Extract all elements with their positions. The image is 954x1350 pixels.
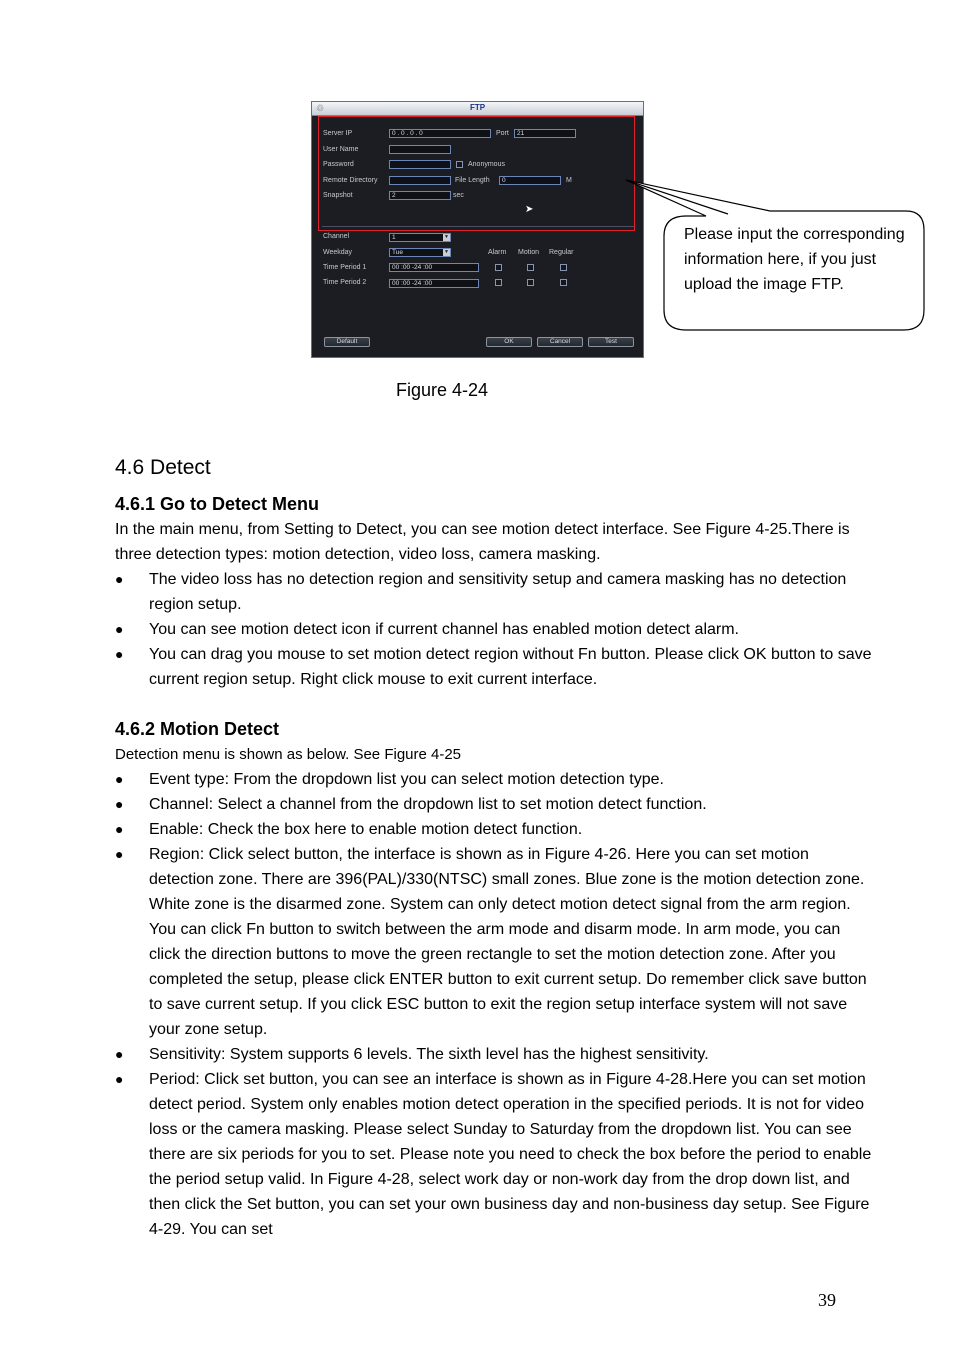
list-item: ● Channel: Select a channel from the dropdown list to set motion detect function. xyxy=(115,792,875,817)
section-heading: 4.6 Detect xyxy=(115,456,211,479)
server-ip-field[interactable]: 0 . 0 . 0 . 0 xyxy=(389,129,491,138)
bullet-icon: ● xyxy=(115,621,124,637)
chevron-down-icon: ▼ xyxy=(444,234,449,240)
list-item: ● Period: Click set button, you can see an interface is shown as in Figure 4-28.Here you can set motion detect period. System only enables motion detect operation in the specified periods. It is not for video loss or the camera masking. Please select Sunday to Saturday from the dropdown list. You can see there are six periods for you to set. Please note you need to check the box before the period to enable the period setup valid. In Figure 4-28, select work day or non-work day from the drop down list, and then click the Set button, you can set your own business day and non-business day setup. See Figure 4-29. You can set xyxy=(115,1067,875,1242)
list-item: ● Event type: From the dropdown list you can select motion detection type. xyxy=(115,767,875,792)
time-period-2-label: Time Period 2 xyxy=(323,279,367,286)
period-1-motion-checkbox[interactable] xyxy=(527,264,534,271)
file-length-unit: M xyxy=(566,177,572,184)
list-item: ● You can see motion detect icon if current channel has enabled motion detect alarm. xyxy=(115,617,875,642)
channel-dropdown[interactable] xyxy=(389,233,451,242)
bullet-icon: ● xyxy=(115,646,124,662)
file-length-field[interactable]: 0 xyxy=(499,176,561,185)
ok-button[interactable]: OK xyxy=(486,337,532,347)
user-name-label: User Name xyxy=(323,146,359,153)
password-label: Password xyxy=(323,161,354,168)
anonymous-label: Anonymous xyxy=(468,161,505,168)
ftp-window-title: FTP xyxy=(469,103,486,112)
motion-detect-intro: Detection menu is shown as below. See Figure 4-25 xyxy=(115,746,462,763)
list-item: ● Enable: Check the box here to enable motion detect function. xyxy=(115,817,875,842)
column-regular: Regular xyxy=(549,249,574,256)
subsection-heading-motion-detect: 4.6.2 Motion Detect xyxy=(115,719,280,739)
bullet-icon: ● xyxy=(115,1046,124,1062)
intro-paragraph: In the main menu, from Setting to Detect, you can see motion detect interface. See Figure 4-25.There is three detection types: motion detection, video loss, camera masking. xyxy=(115,521,850,563)
ftp-titlebar xyxy=(312,102,643,116)
port-field[interactable]: 21 xyxy=(514,129,576,138)
period-1-regular-checkbox[interactable] xyxy=(560,264,567,271)
default-button[interactable]: Default xyxy=(324,337,370,347)
weekday-label: Weekday xyxy=(323,249,353,256)
mouse-cursor-icon: ➤ xyxy=(525,204,534,215)
remote-directory-label: Remote Directory xyxy=(323,177,378,184)
snapshot-unit: sec xyxy=(453,192,464,199)
channel-label: Channel xyxy=(323,233,350,240)
app-logo-icon: ♲ xyxy=(316,103,325,113)
bullet-list-detect-menu xyxy=(115,567,875,692)
period-2-motion-checkbox[interactable] xyxy=(527,279,534,286)
port-label: Port xyxy=(496,130,509,137)
period-2-alarm-checkbox[interactable] xyxy=(495,279,502,286)
bullet-icon: ● xyxy=(115,571,124,587)
bullet-icon: ● xyxy=(115,821,124,837)
time-period-2-field[interactable]: 00 :00 -24 :00 xyxy=(389,279,479,288)
column-alarm: Alarm xyxy=(488,249,507,256)
file-length-label: File Length xyxy=(455,177,490,184)
time-period-1-field[interactable]: 00 :00 -24 :00 xyxy=(389,263,479,272)
snapshot-label: Snapshot xyxy=(323,192,353,199)
cancel-button[interactable]: Cancel xyxy=(537,337,583,347)
period-1-alarm-checkbox[interactable] xyxy=(495,264,502,271)
weekday-dropdown[interactable] xyxy=(389,248,451,257)
time-period-1-label: Time Period 1 xyxy=(323,264,367,271)
server-ip-label: Server IP xyxy=(323,130,353,137)
subsection-heading-go-to-detect: 4.6.1 Go to Detect Menu xyxy=(115,494,320,514)
highlight-rectangle xyxy=(318,116,635,231)
bullet-icon: ● xyxy=(115,846,124,862)
list-item: ● You can drag you mouse to set motion detect region without Fn button. Please click OK button to save current region setup. Right click mouse to exit current interface. xyxy=(115,642,875,692)
bullet-icon: ● xyxy=(115,796,124,812)
callout-text: Please input the corresponding information here, if you just upload the image FTP. xyxy=(684,226,905,293)
bullet-list-motion-detect xyxy=(115,767,875,1242)
channel-value: 1 xyxy=(392,234,396,241)
period-2-regular-checkbox[interactable] xyxy=(560,279,567,286)
list-item: ● Sensitivity: System supports 6 levels. The sixth level has the highest sensitivity. xyxy=(115,1042,875,1067)
test-button[interactable]: Test xyxy=(588,337,634,347)
list-item: ● Region: Click select button, the interface is shown as in Figure 4-26. Here you can set motion detection zone. There are 396(PAL)/330(NTSC) small zones. Blue zone is the motion detection zone. White zone is the disarmed zone. System can only detect motion detect signal from the arm region. You can click Fn button to switch between the arm mode and disarm mode. In arm mode, you can click the direction buttons to move the green rectangle to set the motion detection zone. After you completed the setup, please click ENTER button to exit current setup. Do remember click save button to save current setup. If you click ESC button to exit the region setup interface system will not save your zone setup. xyxy=(115,842,875,1042)
column-motion: Motion xyxy=(518,249,540,256)
figure-caption: Figure 4-24 xyxy=(396,380,489,400)
weekday-value: Tue xyxy=(392,249,403,256)
snapshot-field[interactable]: 2 xyxy=(389,191,451,200)
page-number: 39 xyxy=(818,1290,836,1310)
bullet-icon: ● xyxy=(115,1071,124,1087)
bullet-icon: ● xyxy=(115,771,124,787)
list-item: ● The video loss has no detection region and sensitivity setup and camera masking has no detection region setup. xyxy=(115,567,875,617)
chevron-down-icon: ▼ xyxy=(444,249,449,255)
callout-pointer-line xyxy=(626,180,728,214)
